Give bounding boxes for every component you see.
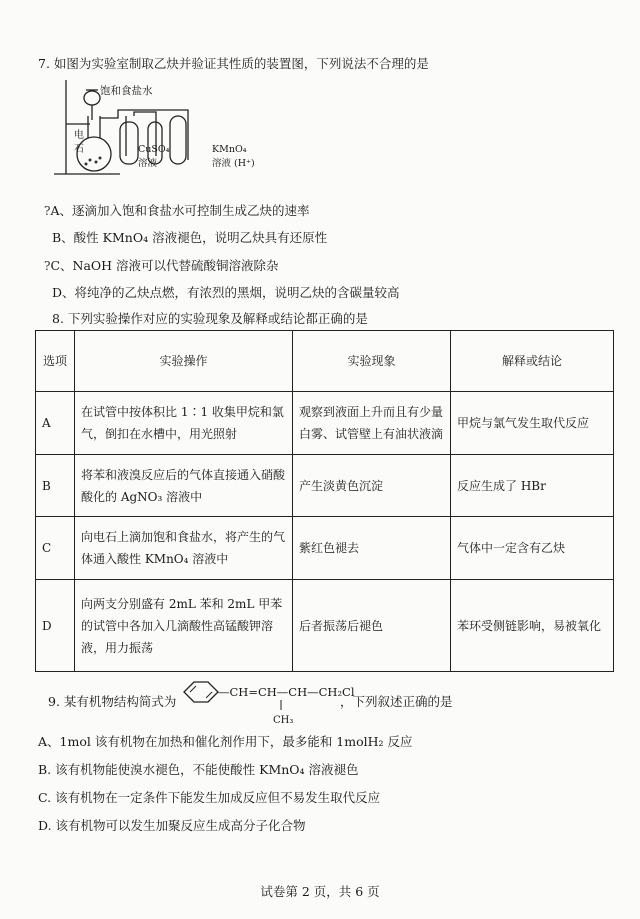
q7-option-b: B、酸性 KMnO₄ 溶液褪色，说明乙炔具有还原性 [52,230,328,245]
label-cuso4-solution: 溶液 [138,158,158,169]
table-row [36,392,614,455]
table-row [36,580,614,672]
row-option: D [36,580,75,672]
q7-option-c: ?C、NaOH 溶液可以代替硫酸铜溶液除杂 [44,258,279,273]
header-operation: 实验操作 [75,331,293,392]
row-option: C [36,517,75,580]
table-row [36,455,614,517]
apparatus-diagram [40,76,300,186]
label-kmno4: KMnO₄ [212,144,247,155]
q9-stem-pre: 9. 某有机物结构简式为 [48,694,177,709]
row-operation: 向电石上滴加饱和食盐水，将产生的气体通入酸性 KMnO₄ 溶液中 [75,517,293,580]
formula-branch: CH₃ [273,715,294,726]
q8-stem: 8. 下列实验操作对应的实验现象及解释或结论都正确的是 [52,311,368,326]
label-brine: 饱和食盐水 [100,85,153,97]
row-option: B [36,455,75,517]
q9-option-a: A、1mol 该有机物在加热和催化剂作用下，最多能和 1molH₂ 反应 [38,734,413,749]
formula-chain: —CH=CH—CH—CH₂Cl [218,685,355,699]
row-conclusion: 甲烷与氯气发生取代反应 [451,392,614,455]
row-conclusion: 气体中一定含有乙炔 [451,517,614,580]
row-conclusion: 苯环受侧链影响，易被氧化 [451,580,614,672]
label-stone: 石 [74,144,84,155]
check-mark: ? [44,259,51,273]
row-operation: 向两支分别盛有 2mL 苯和 2mL 甲苯的试管中各加入几滴酸性高锰酸钾溶液，用力振荡 [75,580,293,672]
q9-option-b: B. 该有机物能使溴水褪色，不能使酸性 KMnO₄ 溶液褪色 [38,762,359,777]
row-phenomenon: 紫红色褪去 [293,517,451,580]
row-phenomenon: 后者振荡后褪色 [293,580,451,672]
row-operation: 将苯和液溴反应后的气体直接通入硝酸酸化的 AgNO₃ 溶液中 [75,455,293,517]
label-kmno4-solution: 溶液 (H⁺) [212,158,255,169]
label-electro: 电 [74,130,84,141]
header-phenomenon: 实验现象 [293,331,451,392]
page-footer: 试卷第 2 页，共 6 页 [260,884,380,899]
table-row [36,517,614,580]
table-header-row [36,331,614,392]
q9-option-c: C. 该有机物在一定条件下能发生加成反应但不易发生取代反应 [38,790,381,805]
q9-option-d: D. 该有机物可以发生加聚反应生成高分子化合物 [38,818,306,833]
header-option: 选项 [36,331,75,392]
q9-stem-post: ，下列叙述正确的是 [340,694,453,709]
label-cuso4: CuSO₄ [138,144,170,155]
q7-option-d: D、将纯净的乙炔点燃，有浓烈的黑烟，说明乙炔的含碳量较高 [52,285,400,300]
q7-option-a: ?A、逐滴加入饱和食盐水可控制生成乙炔的速率 [44,203,310,218]
q8-table [35,330,614,672]
row-phenomenon: 产生淡黄色沉淀 [293,455,451,517]
header-conclusion: 解释或结论 [451,331,614,392]
benzene-ring-icon [178,676,355,728]
q7-stem: 7. 如图为实验室制取乙炔并验证其性质的装置图，下列说法不合理的是 [38,56,429,71]
row-conclusion: 反应生成了 HBr [451,455,614,517]
row-operation: 在试管中按体积比 1∶1 收集甲烷和氯气，倒扣在水槽中，用光照射 [75,392,293,455]
row-option: A [36,392,75,455]
row-phenomenon: 观察到液面上升而且有少量白雾、试管壁上有油状液滴 [293,392,451,455]
check-mark: ? [44,204,51,218]
